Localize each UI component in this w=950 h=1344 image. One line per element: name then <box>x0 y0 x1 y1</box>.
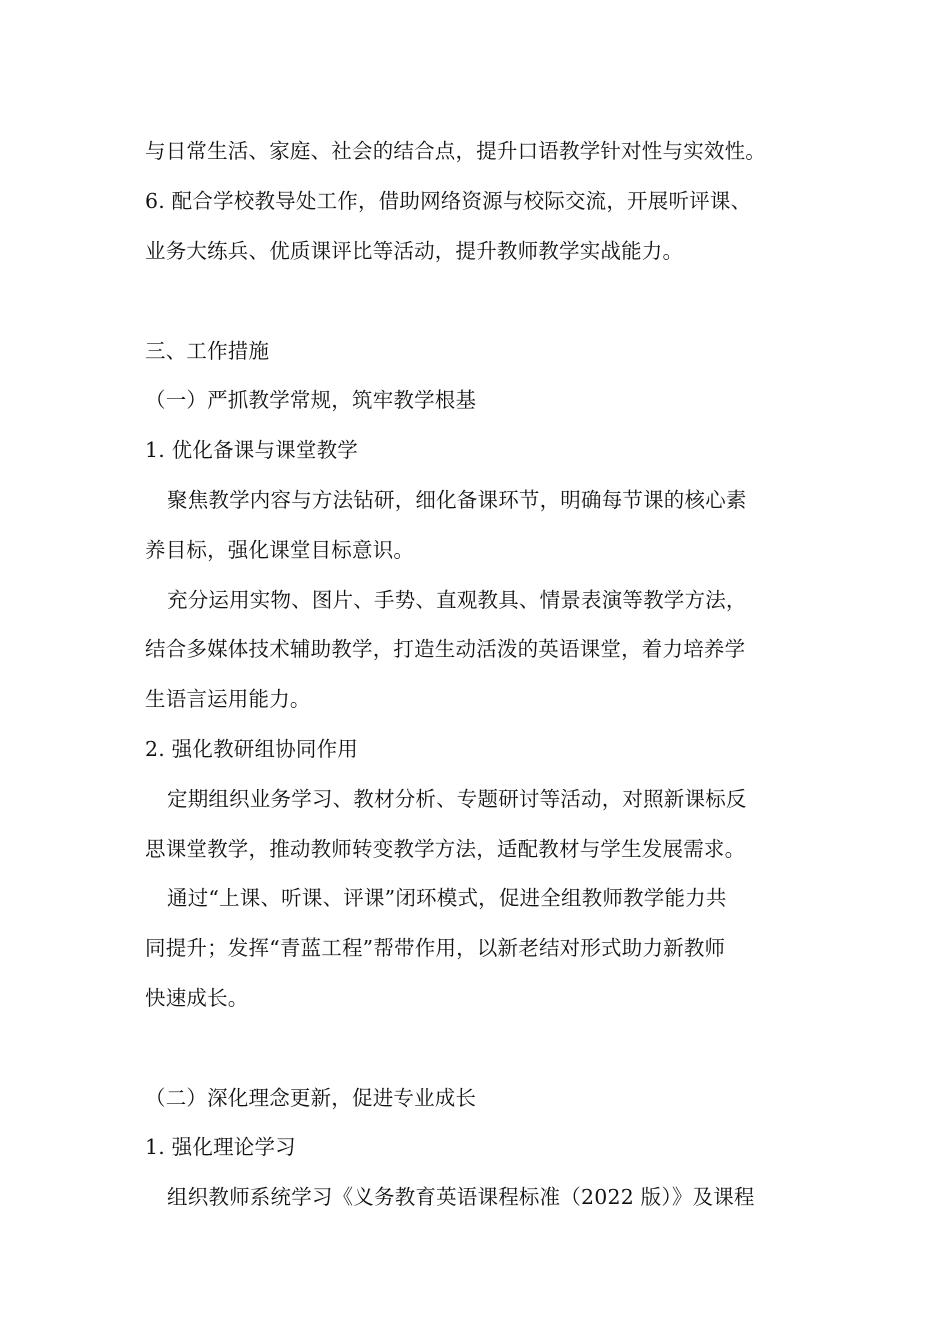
paragraph-line: 同提升；发挥“青蓝工程”帮带作用，以新老结对形式助力新教师 <box>145 936 726 960</box>
paragraph-line: 聚焦教学内容与方法钻研，细化备课环节，明确每节课的核心素 <box>167 488 747 512</box>
item-heading-1: 1. 强化理论学习 <box>145 1135 296 1159</box>
paragraph-line: 充分运用实物、图片、手势、直观教具、情景表演等教学方法， <box>167 588 747 612</box>
paragraph-line: 结合多媒体技术辅助教学，打造生动活泼的英语课堂，着力培养学 <box>145 637 746 661</box>
paragraph-line: 定期组织业务学习、教材分析、专题研讨等活动，对照新课标反 <box>167 787 747 811</box>
item-heading-1: 1. 优化备课与课堂教学 <box>145 438 358 462</box>
list-item-6: 6. 配合学校教导处工作，借助网络资源与校际交流，开展听评课、 <box>145 189 752 213</box>
paragraph-line: 与日常生活、家庭、社会的结合点，提升口语教学针对性与实效性。 <box>145 139 766 163</box>
paragraph-line: 生语言运用能力。 <box>145 687 311 711</box>
subsection-heading-2: （二）深化理念更新，促进专业成长 <box>145 1086 477 1110</box>
paragraph-line: 业务大练兵、优质课评比等活动，提升教师教学实战能力。 <box>145 239 684 263</box>
paragraph-line: 快速成长。 <box>145 986 249 1010</box>
paragraph-line: 通过“上课、听课、评课”闭环模式，促进全组教师教学能力共 <box>167 886 727 910</box>
subsection-heading-1: （一）严抓教学常规，筑牢教学根基 <box>145 388 477 412</box>
paragraph-line: 组织教师系统学习《义务教育英语课程标准（2022 版）》及课程 <box>167 1185 755 1209</box>
item-heading-2: 2. 强化教研组协同作用 <box>145 737 358 761</box>
paragraph-line: 思课堂教学，推动教师转变教学方法，适配教材与学生发展需求。 <box>145 837 746 861</box>
paragraph-line: 养目标，强化课堂目标意识。 <box>145 538 415 562</box>
section-heading-3: 三、工作措施 <box>145 339 270 363</box>
